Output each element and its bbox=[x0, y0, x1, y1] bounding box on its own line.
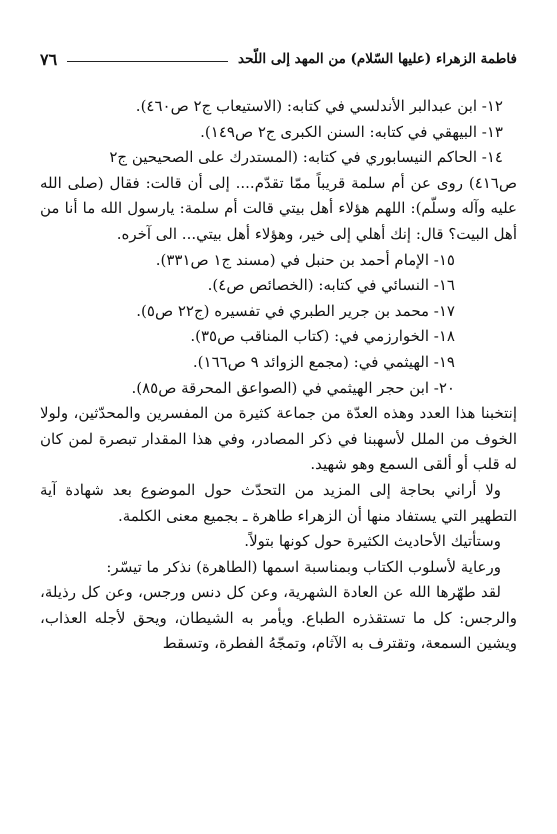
reference-18: ١٨- الخوارزمي في: (كتاب المناقب ص٣٥). bbox=[190, 327, 455, 346]
running-header bbox=[40, 44, 517, 74]
reference-16: ١٦- النسائي في كتابه: (الخصائص ص٤). bbox=[207, 276, 455, 295]
running-title: فاطمة الزهراء (عليها السّلام) من المهد إلى اللّحد bbox=[238, 51, 517, 67]
reference-19: ١٩- الهيثمي في: (مجمع الزوائد ٩ ص١٦٦). bbox=[192, 352, 455, 371]
header-rule bbox=[67, 61, 228, 62]
reference-20: ٢٠- ابن حجر الهيثمي في (الصواعق المحرقة ص٨٥). bbox=[131, 378, 455, 397]
paragraph-selection: إنتخبنا هذا العدد وهذه العدّة من جماعة كثيرة من المفسرين والمحدّثين، ولولا الخوف من الملل لأسهبنا في ذكر المصادر، وفي هذا المقدار تبصرة لمن كان له قلب أو ألقى السمع وهو شهيد. bbox=[40, 404, 517, 474]
paragraph-purity: لقد طهّرها الله عن العادة الشهرية، وعن كل دنس ورجس، وعن كل رذيلة، والرجس: كل ما تستقذره الطباع. ويأمر به الشيطان، ويحق لأجله العذاب، ويشين السمعة، وتقترف به الآثام، وتمجّهُ الفطرة، وتسقط bbox=[40, 583, 517, 653]
reference-14: ١٤- الحاكم النيسابوري في كتابه: (المستدرك على الصحيحين ج٢ bbox=[109, 148, 503, 167]
page-body bbox=[40, 94, 517, 657]
reference-13: ١٣- البيهقي في كتابه: السنن الكبرى ج٢ ص١٤٩). bbox=[200, 122, 503, 141]
paragraph-batool: وستأتيك الأحاديث الكثيرة حول كونها بتولاً. bbox=[244, 532, 501, 551]
reference-17: ١٧- محمد بن جرير الطبري في تفسيره (ج٢٢ ص٥). bbox=[136, 301, 455, 320]
paragraph-taahira-name: ورعاية لأسلوب الكتاب وبمناسبة اسمها (الطاهرة) نذكر ما تيسّر: bbox=[106, 557, 501, 576]
reference-15: ١٥- الإمام أحمد بن حنبل في (مسند ج١ ص٣٣١). bbox=[155, 250, 455, 269]
reference-12: ١٢- ابن عبدالبر الأندلسي في كتابه: (الاستيعاب ج٢ ص٤٦٠). bbox=[135, 97, 503, 115]
page-number: ٧٦ bbox=[40, 49, 58, 69]
paragraph-purification-verse: ولا أراني بحاجة إلى المزيد من التحدّث حول الموضوع بعد شهادة آية التطهير التي يستفاد منها أن الزهراء طاهرة ـ بجميع معنى الكلمة. bbox=[40, 480, 517, 525]
reference-14-continuation: ص٤١٦) روى عن أم سلمة قريباً ممّا تقدّم.... إلى أن قالت: فقال (صلى الله عليه وآله وسلّم): اللهم هؤلاء أهل بيتي قالت أم سلمة: يارسول الله ما أنا من أهل البيت؟ قال: إنك أهلي إلى خير، وهؤلاء أهل بيتي... الى آخره. bbox=[40, 173, 517, 243]
